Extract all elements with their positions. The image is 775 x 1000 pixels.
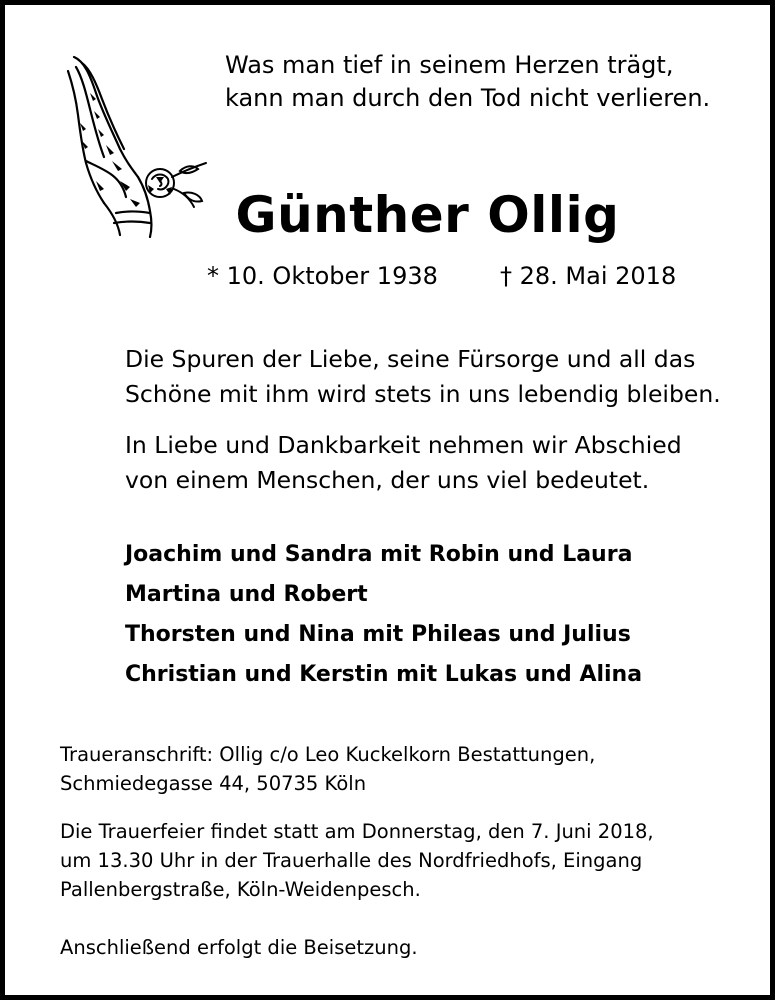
mourning-address (60, 740, 740, 798)
address-line: Schmiedegasse 44, 50735 Köln (60, 772, 367, 795)
memorial-quote (225, 49, 745, 115)
paragraph-line: Die Spuren der Liebe, seine Fürsorge und all das (125, 345, 696, 373)
quote-line: kann man durch den Tod nicht verlieren. (225, 84, 711, 112)
family-entry: Thorsten und Nina mit Phileas und Julius (125, 622, 631, 647)
quote-line: Was man tief in seinem Herzen trägt, (225, 51, 674, 79)
closing-line: Anschließend erfolgt die Beisetzung. (60, 936, 418, 959)
farewell-paragraph (125, 428, 725, 498)
life-dates (5, 260, 775, 292)
paragraph-line: Schöne mit ihm wird stets in uns lebendig bleiben. (125, 380, 721, 408)
death-date: † 28. Mai 2018 (500, 262, 677, 290)
family-list (125, 535, 745, 695)
address-line: Traueranschrift: Ollig c/o Leo Kuckelkorn Bestattungen, (60, 743, 596, 766)
family-entry: Christian und Kerstin mit Lukas und Alina (125, 662, 643, 687)
ceremony-line: um 13.30 Uhr in der Trauerhalle des Nordfriedhofs, Eingang (60, 849, 643, 872)
burial-note (60, 933, 740, 962)
tribute-paragraph (125, 342, 725, 412)
paragraph-line: von einem Menschen, der uns viel bedeutet. (125, 466, 650, 494)
family-entry: Martina und Robert (125, 582, 368, 607)
birth-date: * 10. Oktober 1938 (207, 262, 438, 290)
ceremony-line: Die Trauerfeier findet statt am Donnerstag, den 7. Juni 2018, (60, 820, 654, 843)
ceremony-line: Pallenbergstraße, Köln-Weidenpesch. (60, 878, 421, 901)
family-entry: Joachim und Sandra mit Robin und Laura (125, 542, 633, 567)
paragraph-line: In Liebe und Dankbarkeit nehmen wir Abschied (125, 431, 682, 459)
ceremony-info (60, 817, 740, 904)
deceased-name: Günther Ollig (235, 186, 620, 244)
